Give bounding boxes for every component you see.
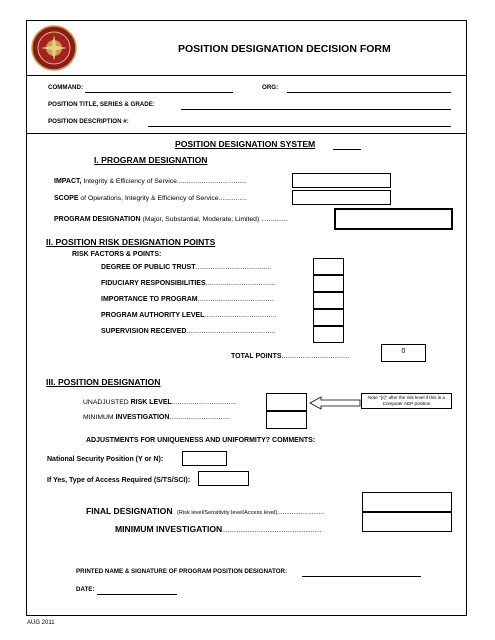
points-box-public-trust[interactable] xyxy=(313,258,344,275)
scope-label: SCOPE xyxy=(54,195,79,202)
impact-row xyxy=(54,178,247,185)
risk-level-box[interactable] xyxy=(266,393,307,411)
factor-row-authority xyxy=(101,312,276,319)
factor-dots: ............................................... xyxy=(186,328,276,335)
investigation-box[interactable] xyxy=(266,411,307,429)
computer-adp-note: Note "[c]" after the risk level if this is a Computer ADP position xyxy=(361,393,452,409)
factor-row-public-trust xyxy=(101,264,271,271)
date-label: DATE: xyxy=(76,586,95,593)
signature-field[interactable] xyxy=(302,576,421,577)
printed-name-label: PRINTED NAME & SIGNATURE OF PROGRAM POSITION DESIGNATOR: xyxy=(76,568,288,575)
date-field[interactable] xyxy=(97,594,177,595)
section3-heading xyxy=(46,377,160,387)
impact-label: IMPACT, xyxy=(54,178,82,185)
position-description-label: POSITION DESCRIPTION #: xyxy=(48,118,129,125)
factor-label: FIDUCIARY RESPONSIBILITIES xyxy=(101,280,206,287)
header-divider xyxy=(26,75,467,76)
unadjusted-prefix: UNADJUSTED xyxy=(83,399,131,406)
unadjusted-risk-row xyxy=(83,399,236,406)
points-box-fiduciary[interactable] xyxy=(313,275,344,292)
impact-box[interactable] xyxy=(292,173,391,188)
min-inv-dots: ....................................................... xyxy=(222,527,322,534)
minimum-prefix: MINIMUM xyxy=(83,414,116,421)
points-box-importance[interactable] xyxy=(313,292,344,309)
program-designation-text: (Major, Substantial, Moderate, Limited) .............. xyxy=(140,216,288,223)
points-box-authority[interactable] xyxy=(313,309,344,326)
final-designation-dots: .......................... xyxy=(277,509,325,516)
total-points-label: TOTAL POINTS xyxy=(231,353,282,360)
org-field[interactable] xyxy=(287,92,451,93)
final-designation-hint: (Risk level/Sensitivity level/Access level) xyxy=(177,510,278,516)
command-field[interactable] xyxy=(85,92,233,93)
form-title: POSITION DESIGNATION DECISION FORM xyxy=(178,43,391,55)
org-label: ORG: xyxy=(262,84,279,91)
unadjusted-risk-dots: .................................. xyxy=(171,399,237,406)
minimum-investigation-final-row xyxy=(115,519,322,537)
section2-heading xyxy=(46,237,215,247)
final-designation-label: FINAL DESIGNATION xyxy=(86,506,173,516)
position-title-label: POSITION TITLE, SERIES & GRADE: xyxy=(48,101,155,108)
scope-box[interactable] xyxy=(292,190,391,205)
arrow-left-icon xyxy=(309,396,361,410)
factor-label: PROGRAM AUTHORITY LEVEL xyxy=(101,312,205,319)
section2-heading-text: II. POSITION RISK DESIGNATION POINTS xyxy=(46,237,216,247)
program-designation-label: PROGRAM DESIGNATION xyxy=(54,216,141,223)
command-label: COMMAND: xyxy=(48,84,84,91)
program-designation-box[interactable] xyxy=(334,208,453,230)
factor-dots: ...................................... xyxy=(204,312,277,319)
scope-text: of Operations, Integrity & Efficiency of Service............... xyxy=(78,195,247,202)
section3-heading-text: III. POSITION DESIGNATION xyxy=(46,377,161,387)
adjustments-label: ADJUSTMENTS FOR UNIQUENESS AND UNIFORMITY? COMMENTS: xyxy=(86,437,316,444)
total-points-box[interactable]: 0 xyxy=(381,344,426,362)
final-designation-box[interactable] xyxy=(362,492,452,512)
total-points-row xyxy=(231,353,350,360)
factor-label: IMPORTANCE TO PROGRAM xyxy=(101,296,198,303)
impact-text: Integrity & Efficiency of Service..................................... xyxy=(81,178,247,185)
national-security-label: National Security Position (Y or N): xyxy=(47,456,164,463)
factor-row-supervision xyxy=(101,328,275,335)
factor-row-fiduciary xyxy=(101,280,276,287)
final-designation-row xyxy=(86,501,324,519)
min-inv-label: MINIMUM INVESTIGATION xyxy=(115,524,223,534)
points-box-supervision[interactable] xyxy=(313,326,344,343)
total-points-dots: .................................... xyxy=(281,353,350,360)
factor-row-importance xyxy=(101,296,273,303)
minimum-investigation-dots: ................................ xyxy=(169,414,230,421)
position-title-field[interactable] xyxy=(181,109,451,110)
system-heading-underline xyxy=(333,149,361,150)
minimum-investigation-row xyxy=(83,414,230,421)
position-description-field[interactable] xyxy=(148,126,451,127)
unadjusted-risk-label: RISK LEVEL xyxy=(130,399,172,406)
factor-dots: ........................................ xyxy=(195,264,272,271)
scope-row xyxy=(54,195,247,202)
program-designation-row xyxy=(54,216,288,223)
minimum-investigation-box[interactable] xyxy=(362,512,452,532)
factor-dots: ..................................... xyxy=(205,280,276,287)
section1-heading-text: I. PROGRAM DESIGNATION xyxy=(94,155,208,165)
usmc-seal-icon xyxy=(31,25,77,71)
system-heading: POSITION DESIGNATION SYSTEM xyxy=(175,139,316,149)
access-required-box[interactable] xyxy=(198,471,249,486)
factor-label: SUPERVISION RECEIVED xyxy=(101,328,187,335)
factor-dots: ........................................ xyxy=(197,296,274,303)
national-security-box[interactable] xyxy=(182,451,227,466)
access-required-label: If Yes, Type of Access Required (S/TS/SCI): xyxy=(47,477,191,484)
footer-date: AUG 2011 xyxy=(27,620,55,626)
system-divider xyxy=(26,133,467,134)
section1-heading xyxy=(94,155,207,165)
minimum-investigation-label: INVESTIGATION xyxy=(115,414,170,421)
factor-label: DEGREE OF PUBLIC TRUST xyxy=(101,264,196,271)
risk-factors-subheading: RISK FACTORS & POINTS: xyxy=(72,251,162,258)
